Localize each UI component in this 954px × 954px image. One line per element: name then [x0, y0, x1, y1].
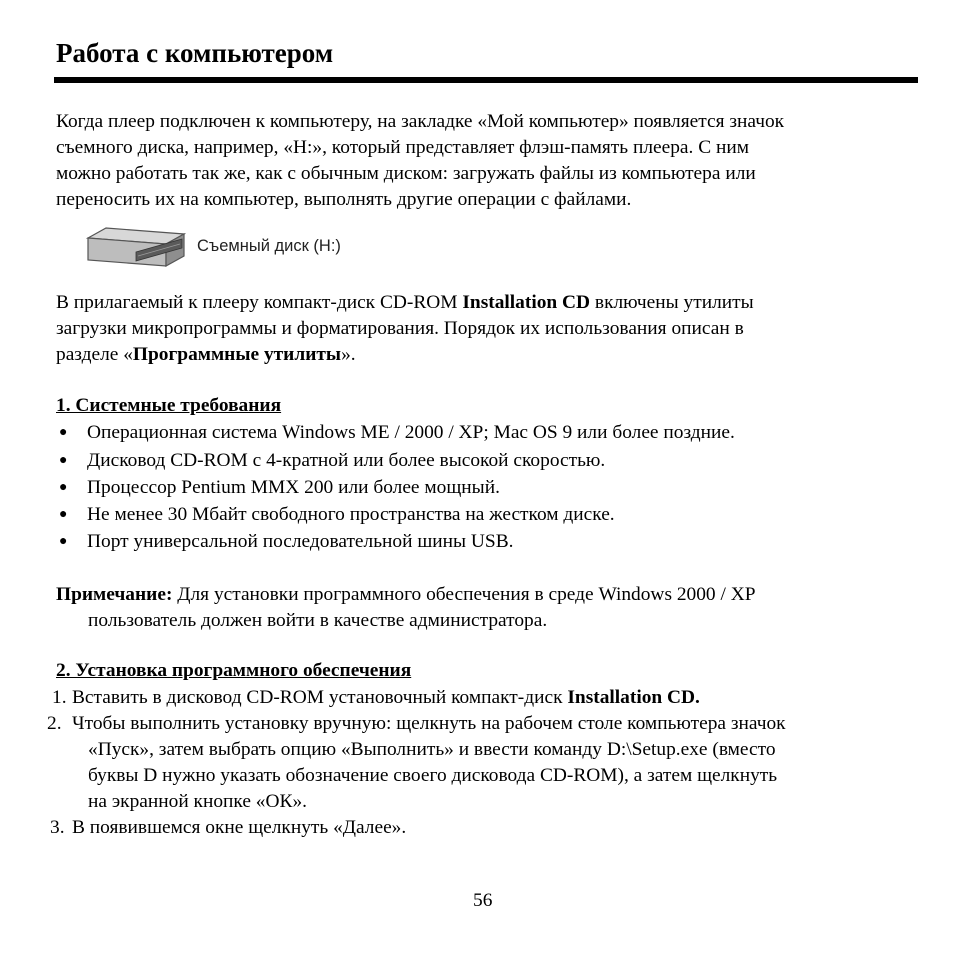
page-title: Работа с компьютером [56, 38, 334, 68]
step-number: 1. [52, 687, 67, 708]
cd-text: В прилагаемый к плееру компакт-диск CD-ROM [56, 292, 463, 313]
bullet-icon: ● [59, 507, 68, 522]
cd-line [56, 290, 754, 316]
cd-name: Installation CD [462, 292, 591, 313]
intro-line: Когда плеер подключен к компьютеру, на закладке «Мой компьютер» появляется значок [56, 111, 785, 132]
step-number: 2. [47, 713, 62, 734]
list-item: Не менее 30 Мбайт свободного пространства на жестком диске. [87, 504, 615, 525]
removable-drive-icon [86, 226, 186, 270]
bullet-icon: ● [59, 534, 68, 549]
drive-label: Съемный диск (H:) [197, 237, 341, 255]
note-line [56, 582, 756, 608]
bullet-icon: ● [59, 453, 68, 468]
cd-line: загрузки микропрограммы и форматирования. Порядок их использования описан в [56, 318, 744, 339]
cd-text: разделе « [56, 344, 133, 365]
intro-line: съемного диска, например, «H:», который представляет флэш-память плеера. С ним [56, 137, 750, 158]
step-text: буквы D нужно указать обозначение своего дисковода CD-ROM), а затем щелкнуть [88, 765, 778, 786]
step-text: «Пуск», затем выбрать опцию «Выполнить» и ввести команду D:\Setup.exe (вместо [88, 739, 776, 760]
intro-line: переносить их на компьютер, выполнять другие операции с файлами. [56, 189, 632, 210]
cd-name: Installation CD. [567, 687, 700, 708]
intro-line: можно работать так же, как с обычным диском: загружать файлы из компьютера или [56, 163, 756, 184]
note-label: Примечание: [56, 584, 173, 605]
cd-line [56, 342, 356, 368]
list-item: Процессор Pentium MMX 200 или более мощный. [87, 477, 500, 498]
bullet-icon: ● [59, 425, 68, 440]
step-text: на экранной кнопке «ОК». [88, 791, 307, 812]
step-number: 3. [50, 817, 65, 838]
page-number: 56 [473, 890, 493, 911]
cd-text: ». [341, 344, 356, 365]
note-line: пользователь должен войти в качестве администратора. [88, 610, 548, 631]
step-text [72, 685, 700, 711]
step-text: Чтобы выполнить установку вручную: щелкнуть на рабочем столе компьютера значок [72, 713, 786, 734]
cd-text: включены утилиты [590, 292, 754, 313]
title-divider [54, 77, 918, 83]
step-text: В появившемся окне щелкнуть «Далее». [72, 817, 407, 838]
bullet-icon: ● [59, 480, 68, 495]
list-item: Порт универсальной последовательной шины USB. [87, 531, 514, 552]
requirements-heading: 1. Системные требования [56, 395, 282, 416]
install-heading: 2. Установка программного обеспечения [56, 660, 412, 681]
section-reference: Программные утилиты [132, 344, 342, 365]
list-item: Дисковод CD-ROM с 4-кратной или более высокой скоростью. [87, 450, 606, 471]
list-item: Операционная система Windows ME / 2000 / XP; Mac OS 9 или более поздние. [87, 422, 735, 443]
note-text: Для установки программного обеспечения в среде Windows 2000 / XP [172, 584, 756, 605]
step-text-part: Вставить в дисковод CD-ROM установочный компакт-диск [72, 687, 568, 708]
